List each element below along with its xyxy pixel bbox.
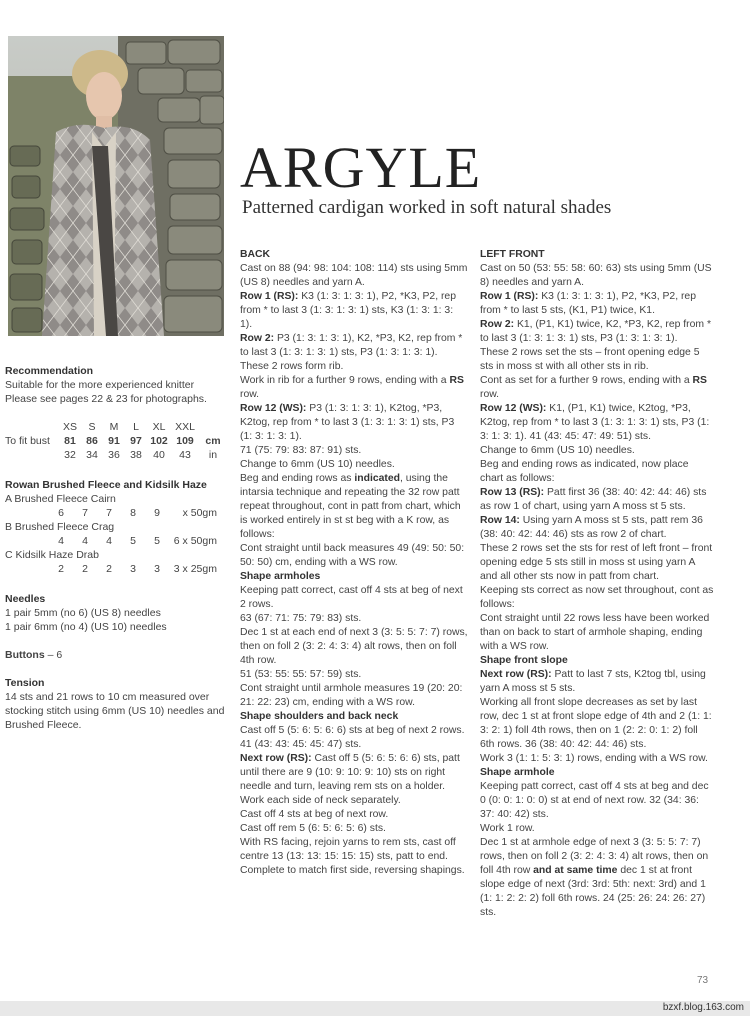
fit-bust-cm: 102: [150, 435, 168, 447]
fit-bust-label: To fit bust: [5, 435, 50, 447]
row-label: Row 1 (RS):: [480, 291, 539, 302]
tension-text: 14 sts and 21 rows to 10 cm measured over stocking stitch using 6mm (US 10) needles and Brushed Fleece.: [5, 691, 225, 731]
fit-bust-cm-row: [5, 434, 237, 448]
fit-bust-cm: 86: [86, 435, 98, 447]
yarn-qty: 3: [154, 563, 160, 575]
fit-bust-in: 38: [130, 449, 142, 461]
row-label: Row 12 (WS):: [240, 403, 307, 414]
fit-bust-in-row: [5, 448, 237, 462]
yarn-qty: 4: [58, 535, 64, 547]
buttons-value: – 6: [47, 649, 63, 661]
row-text: K3 (1: 3: 1: 3: 1), P2, *K3, P2, rep from * to last 3 (1: 3: 1: 3: 1) sts, K3 (1: 3: 1: 3: 1).: [240, 291, 456, 330]
lf-change: Change to 6mm (US 10) needles.: [480, 445, 635, 456]
yarn-qty-row: [5, 534, 237, 548]
yarn-qty: 2: [82, 563, 88, 575]
recommendation-heading: Recommendation: [5, 365, 94, 377]
lf-armhole-text: Work 1 row.: [480, 823, 535, 834]
needles-section: [5, 592, 237, 634]
model-photo: [8, 36, 224, 336]
yarn-qty: 7: [106, 507, 112, 519]
buttons-heading: Buttons: [5, 649, 45, 661]
row-label: Row 13 (RS):: [480, 487, 545, 498]
yarn-qty: 6: [58, 507, 64, 519]
row-label: Row 12 (WS):: [480, 403, 547, 414]
needles-heading: Needles: [5, 593, 46, 605]
lf-straight: Cont straight until 22 rows less have been worked than on back to start of armhole shaping, ending with a WS row.: [480, 613, 710, 652]
armholes-text: Cont straight until armhole measures 19 (20: 20: 21: 22: 23) cm, ending with a WS row.: [240, 683, 463, 708]
row-text: Patt to last 7 sts, K2tog tbl, using yarn A moss st 5 sts.: [480, 669, 706, 694]
fit-bust-in: 40: [153, 449, 165, 461]
text: Dec 1 st at armhole edge of next 3 (3: 5: 5: 7: 7) rows, then on foll 2 (3: 2: 4: 3: 4) alt rows, then on foll 4th row: [480, 837, 709, 876]
text-bold: RS: [449, 375, 464, 386]
lf-slope-text: Working all front slope decreases as set by last row, dec 1 st at front slope edge of 4th and 2 (1: 1: 3: 2: 1) foll 4th rows, then on 1 (2: 2: 0: 1: 2) foll 6th rows. 36 (38: 40: 42: 44: 46) sts.: [480, 697, 712, 750]
shoulders-text: With RS facing, rejoin yarns to rem sts, cast off centre 13 (13: 13: 15: 15: 15) sts, patt to end.: [240, 837, 456, 862]
text: row.: [240, 389, 260, 400]
size-label: XS: [62, 421, 77, 433]
armholes-heading: Shape armholes: [240, 571, 321, 582]
pattern-title: ARGYLE: [240, 135, 482, 200]
text: Cont as set for a further 9 rows, ending with a: [480, 375, 693, 386]
needles-line: 1 pair 6mm (no 4) (US 10) needles: [5, 621, 167, 633]
row-label: Next row (RS):: [480, 669, 552, 680]
row-label: Row 14:: [480, 515, 520, 526]
lf-row14: [480, 514, 714, 542]
shoulders-heading: Shape shoulders and back neck: [240, 711, 399, 722]
yarn-qty: 8: [130, 507, 136, 519]
shoulders-text: Cast off rem 5 (6: 5: 6: 5: 6) sts.: [240, 823, 386, 834]
fit-bust-in-unit: in: [208, 449, 218, 461]
back-column: [240, 248, 468, 878]
buttons-section: [5, 648, 237, 662]
lf-row2: [480, 318, 714, 346]
recommendation-line: Please see pages 22 & 23 for photographs.: [5, 393, 207, 405]
armhole-heading: Shape armhole: [480, 767, 555, 778]
yarn-qty: 4: [106, 535, 112, 547]
lf-set: These 2 rows set the sts – front opening edge 5 sts in moss st with all other sts in rib.: [480, 347, 700, 372]
lf-row13: [480, 486, 714, 514]
back-beg: [240, 472, 468, 542]
tension-heading: Tension: [5, 677, 45, 689]
size-label: XL: [152, 421, 166, 433]
armholes-count: 51 (53: 55: 55: 57: 59) sts.: [240, 669, 362, 680]
yarn-qty: 2: [106, 563, 112, 575]
size-table: [5, 420, 237, 462]
yarn-name: A Brushed Fleece Cairn: [5, 493, 116, 505]
text-bold: RS: [692, 375, 707, 386]
text-bold: and at same time: [533, 865, 618, 876]
lf-beg: Beg and ending rows as indicated, now place chart as follows:: [480, 459, 689, 484]
yarn-qty: 7: [82, 507, 88, 519]
lf-set2: These 2 rows set the sts for rest of left front – front opening edge 5 sts still in moss st using yarn A and all other sts now in patt from chart.: [480, 543, 713, 582]
back-row1: [240, 290, 468, 332]
text: Work in rib for a further 9 rows, ending with a: [240, 375, 450, 386]
row-text: P3 (1: 3: 1: 3: 1), K2tog, *P3, K2tog, rep from * to last 3 (1: 3: 1: 3: 1) sts, P3 (1: 3: 1: 3: 1).: [240, 403, 455, 442]
recommendation-section: [5, 364, 237, 406]
size-label: XXL: [175, 421, 195, 433]
lf-armhole-text: Keeping patt correct, cast off 4 sts at beg and dec 0 (0: 0: 1: 0: 0) st at end of next row. 32 (34: 36: 37: 40: 42) sts.: [480, 781, 709, 820]
fit-bust-cm: 81: [64, 435, 76, 447]
yarn-qty: 3: [130, 563, 136, 575]
yarn-qty: 9: [154, 507, 160, 519]
row-label: Row 2:: [240, 333, 275, 344]
shoulders-next-row: [240, 752, 468, 794]
shoulders-text: Cast off 5 (5: 6: 5: 6: 6) sts at beg of next 2 rows. 41 (43: 43: 45: 45: 47) sts.: [240, 725, 465, 750]
fit-bust-in: 36: [108, 449, 120, 461]
front-slope-heading: Shape front slope: [480, 655, 568, 666]
yarn-unit: 6 x 50gm: [173, 535, 217, 547]
fit-bust-cm: 97: [130, 435, 142, 447]
row-label: Row 2:: [480, 319, 515, 330]
shoulders-text: Cast off 4 sts at beg of next row.: [240, 809, 389, 820]
left-front-heading: LEFT FRONT: [480, 249, 545, 260]
text-bold: indicated: [354, 473, 400, 484]
fit-bust-in: 34: [86, 449, 98, 461]
shoulders-text: Work each side of neck separately.: [240, 795, 401, 806]
lf-keeping: Keeping sts correct as now set throughout, cont as follows:: [480, 585, 714, 610]
pattern-subtitle: Patterned cardigan worked in soft natural shades: [242, 197, 612, 218]
yarn-section: [5, 478, 237, 576]
row-text: P3 (1: 3: 1: 3: 1), K2, *P3, K2, rep from * to last 3 (1: 3: 1: 3: 1) sts, P3 (1: 3: 1: 3: 1).: [240, 333, 463, 358]
row-label: Next row (RS):: [240, 753, 312, 764]
yarn-name: B Brushed Fleece Crag: [5, 521, 115, 533]
row-text: Cast off 5 (5: 6: 5: 6: 6) sts, patt until there are 9 (10: 9: 10: 9: 10) sts on right needle and turn, leaving rem sts on a holder.: [240, 753, 460, 792]
tension-section: [5, 676, 237, 732]
yarn-qty-row: [5, 506, 237, 520]
fit-bust-in: 32: [64, 449, 76, 461]
lf-slope-next-row: [480, 668, 714, 696]
yarn-name: C Kidsilk Haze Drab: [5, 549, 99, 561]
back-row12: [240, 402, 468, 444]
watermark-text: bzxf.blog.163.com: [662, 1002, 744, 1013]
armholes-text: Keeping patt correct, cast off 4 sts at beg of next 2 rows.: [240, 585, 463, 610]
row-text: Patt first 36 (38: 40: 42: 44: 46) sts as row 1 of chart, using yarn A moss st 5 sts.: [480, 487, 707, 512]
fit-bust-cm: 109: [176, 435, 194, 447]
lf-cast-on: Cast on 50 (53: 55: 58: 60: 63) sts using 5mm (US 8) needles and yarn A.: [480, 263, 712, 288]
row-text: K3 (1: 3: 1: 3: 1), P2, *K3, P2, rep from * to last 5 sts, (K1, P1) twice, K1.: [480, 291, 696, 316]
back-heading: BACK: [240, 249, 271, 260]
size-label: L: [133, 421, 139, 433]
back-cast-on: Cast on 88 (94: 98: 104: 108: 114) sts using 5mm (US 8) needles and yarn A.: [240, 263, 468, 288]
size-label: M: [109, 421, 119, 433]
lf-slope-text: Work 3 (1: 1: 5: 3: 1) rows, ending with a WS row.: [480, 753, 708, 764]
text: dec 1 st at front slope edge of next (3rd: 3rd: 5th: next: 3rd) and 1 (1: 1: 2: 2: 2) foll 6th rows. 24 (25: 26: 24: 26: 27) sts.: [480, 865, 706, 918]
row-text: K1, (P1, K1) twice, K2tog, *P3, K2tog, rep from * to last 3 (1: 3: 1: 3: 1) sts, P3 (1: 3: 1: 3: 1). 41 (43: 45: 47: 49: 51) sts.: [480, 403, 710, 442]
text: Beg and ending rows as: [240, 473, 355, 484]
left-front-column: [480, 248, 714, 920]
shoulders-text: Complete to match first side, reversing shapings.: [240, 865, 465, 876]
lf-cont: [480, 374, 714, 402]
yarn-qty: 5: [154, 535, 160, 547]
lf-armhole-text: [480, 836, 714, 920]
fit-bust-cm: 91: [108, 435, 120, 447]
size-header-row: [5, 420, 237, 434]
fit-bust-in: 43: [179, 449, 191, 461]
fit-bust-unit: cm: [205, 435, 221, 447]
row-text: K1, (P1, K1) twice, K2, *P3, K2, rep from * to last 3 (1: 3: 1: 3: 1) sts, P3 (1: 3: 1: 3: 1).: [480, 319, 711, 344]
back-rib-work: [240, 374, 468, 402]
back-rib-set: These 2 rows form rib.: [240, 361, 344, 372]
yarn-heading: Rowan Brushed Fleece and Kidsilk Haze: [5, 479, 207, 491]
back-row12-count: 71 (75: 79: 83: 87: 91) sts.: [240, 445, 362, 456]
back-change: Change to 6mm (US 10) needles.: [240, 459, 395, 470]
footer-bar: [0, 1001, 750, 1016]
yarn-unit: 3 x 25gm: [173, 563, 217, 575]
armholes-count: 63 (67: 71: 75: 79: 83) sts.: [240, 613, 362, 624]
armholes-text: Dec 1 st at each end of next 3 (3: 5: 5: 7: 7) rows, then on foll 2 (3: 2: 4: 3: 4) alt rows, then on foll 4th row.: [240, 627, 468, 666]
back-row2: [240, 332, 468, 360]
yarn-qty: 5: [130, 535, 136, 547]
page-number: 73: [697, 975, 709, 986]
size-label: S: [88, 421, 96, 433]
text: row.: [480, 389, 500, 400]
yarn-qty: 2: [58, 563, 64, 575]
row-label: Row 1 (RS):: [240, 291, 299, 302]
lf-row1: [480, 290, 714, 318]
back-cont-straight: Cont straight until back measures 49 (49: 50: 50: 50: 50) cm, ending with a WS row.: [240, 543, 465, 568]
needles-line: 1 pair 5mm (no 6) (US 8) needles: [5, 607, 161, 619]
recommendation-line: Suitable for the more experienced knitter: [5, 379, 195, 391]
text: , using the intarsia technique and repeating the 32 row patt repeat throughout, cont in patt from chart, which is worked entirely in st st beg with a K row, as follows:: [240, 473, 461, 540]
yarn-qty-row: [5, 562, 237, 576]
yarn-qty: 4: [82, 535, 88, 547]
row-text: Using yarn A moss st 5 sts, patt rem 36 (38: 40: 42: 44: 46) sts as row 2 of chart.: [480, 515, 703, 540]
lf-row12: [480, 402, 714, 444]
yarn-unit: x 50gm: [182, 507, 217, 519]
